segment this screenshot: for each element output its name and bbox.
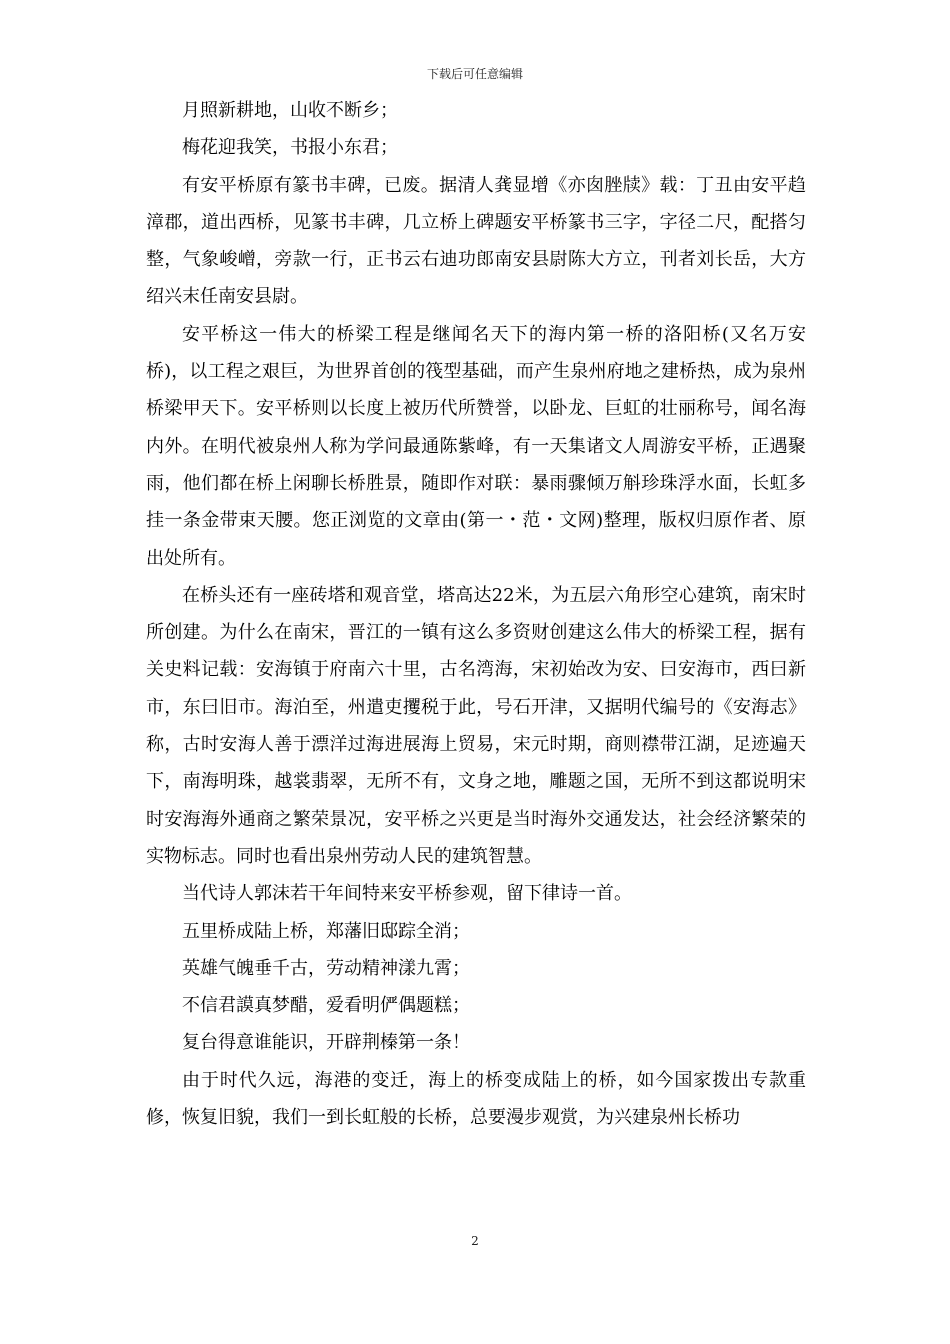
- poem-line: 梅花迎我笑，书报小东君；: [182, 137, 398, 159]
- poem-line: 月照新耕地，山收不断乡；: [182, 100, 398, 121]
- poem-line: 五里桥成陆上桥，郑藩旧邸踪全消；: [182, 920, 470, 942]
- poem-line: 不信君謨真梦醋，爱看明俨偶题糕；: [182, 995, 470, 1017]
- page-header: 下载后可任意编辑: [426, 67, 523, 81]
- poem-line: 英雄气魄垂千古，劳动精神漾九霄；: [182, 957, 470, 979]
- page-number: 2: [471, 1234, 479, 1248]
- poem-line: 复台得意谁能识，开辟荆榛第一条！: [182, 1032, 470, 1054]
- document-body: [146, 92, 806, 1136]
- body-paragraph: 安平桥这一伟大的桥梁工程是继闻名天下的海内第一桥的洛阳桥(又名万安桥)，以工程之艰巨，为世界首创的筏型基础，而产生泉州府地之建桥热，成为泉州桥梁甲天下。安平桥则以长度上被历代所赞誉，以卧龙、巨虹的壮丽称号，闻名海内外。在明代被泉州人称为学问最通陈紫峰，有一天集诸文人周游安平桥，正遇聚雨，他们都在桥上闲聊长桥胜景，随即作对联：暴雨骤倾万斛珍珠浮水面，长虹多挂一条金带束天腰。您正浏览的文章由(第一・范・文网)整理，版权归原作者、原出处所有。: [146, 323, 806, 569]
- body-paragraph: 有安平桥原有篆书丰碑，已废。据清人龚显增《亦囱脞牍》载：丁丑由安平趋漳郡，道出西桥，见篆书丰碑，几立桥上碑题安平桥篆书三字，字径二尺，配搭匀整，气象峻嶒，旁款一行，正书云右迪功郎南安县尉陈大方立，刊者刘长岳，大方绍兴末任南安县尉。: [146, 174, 806, 308]
- body-paragraph: 当代诗人郭沫若干年间特来安平桥参观，留下律诗一首。: [182, 883, 632, 905]
- body-paragraph: 由于时代久远，海港的变迁，海上的桥变成陆上的桥，如今国家拨出专款重修，恢复旧貌，我们一到长虹般的长桥，总要漫步观赏，为兴建泉州长桥功: [146, 1069, 806, 1129]
- body-paragraph: 在桥头还有一座砖塔和观音堂，塔高达22米，为五层六角形空心建筑，南宋时所创建。为什么在南宋，晋江的一镇有这么多资财创建这么伟大的桥梁工程，据有关史料记载：安海镇于府南六十里，古名湾海，宋初始改为安、曰安海市，西曰新市，东曰旧市。海泊至，州遣吏攫税于此，号石开津，又据明代编号的《安海志》称，古时安海人善于漂洋过海进展海上贸易，宋元时期，商则襟带江湖，足迹遍天下，南海明珠，越裳翡翠，无所不有，文身之地，雕题之国，无所不到这都说明宋时安海海外通商之繁荣景况，安平桥之兴更是当时海外交通发达，社会经济繁荣的实物标志。同时也看出泉州劳动人民的建筑智慧。: [146, 584, 806, 867]
